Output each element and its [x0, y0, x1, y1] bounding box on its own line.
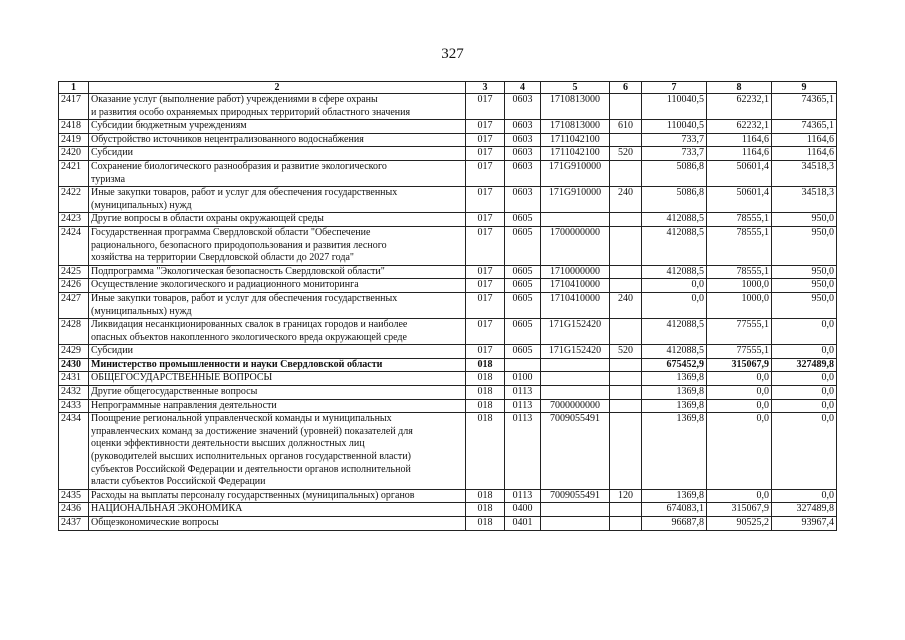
row-number: 2419 [59, 133, 89, 147]
row-name [89, 345, 466, 359]
row-code-5: 7009055491 [541, 489, 610, 503]
row-code-4: 0603 [505, 160, 541, 186]
row-number: 2428 [59, 319, 89, 345]
row-code-6 [610, 386, 642, 400]
row-code-3: 018 [466, 399, 505, 413]
row-code-5: 171G910000 [541, 187, 610, 213]
row-name-line: хозяйства на территории Свердловской области до 2027 года" [91, 252, 354, 264]
table-row [59, 226, 837, 265]
row-number: 2436 [59, 503, 89, 517]
row-code-4: 0603 [505, 147, 541, 161]
row-name-line: власти субъектов Российской Федерации [91, 476, 266, 488]
row-name [89, 399, 466, 413]
row-value-7: 674083,1 [642, 503, 707, 517]
row-code-3: 017 [466, 226, 505, 265]
row-name-line: (муниципальных) нужд [91, 305, 192, 317]
row-value-8: 0,0 [707, 399, 772, 413]
row-value-7: 412088,5 [642, 265, 707, 279]
row-code-5: 1700000000 [541, 226, 610, 265]
row-number: 2418 [59, 120, 89, 134]
row-code-4 [505, 358, 541, 372]
header-cell: 6 [610, 82, 642, 94]
row-code-5: 7009055491 [541, 413, 610, 490]
row-code-4: 0605 [505, 213, 541, 227]
row-name-line: Государственная программа Свердловской области "Обеспечение [91, 226, 371, 238]
row-value-9: 0,0 [772, 489, 837, 503]
header-cell: 4 [505, 82, 541, 94]
row-number: 2432 [59, 386, 89, 400]
row-code-6 [610, 319, 642, 345]
row-value-9: 950,0 [772, 265, 837, 279]
row-code-5: 171G152420 [541, 345, 610, 359]
row-name-line: и развития особо охраняемых природных территорий областного значения [91, 106, 411, 118]
row-code-3: 017 [466, 160, 505, 186]
row-value-8: 78555,1 [707, 213, 772, 227]
row-value-8: 1164,6 [707, 133, 772, 147]
row-name-line: Субсидии [91, 147, 133, 159]
row-code-4: 0605 [505, 279, 541, 293]
row-name-line: НАЦИОНАЛЬНАЯ ЭКОНОМИКА [91, 503, 243, 515]
row-value-8: 90525,2 [707, 517, 772, 531]
table-row [59, 213, 837, 227]
row-code-6 [610, 94, 642, 120]
table-row [59, 517, 837, 531]
table-row [59, 147, 837, 161]
table-row [59, 160, 837, 186]
row-number: 2424 [59, 226, 89, 265]
row-value-9: 950,0 [772, 226, 837, 265]
row-code-3: 017 [466, 319, 505, 345]
table-row [59, 187, 837, 213]
row-value-9: 0,0 [772, 345, 837, 359]
row-value-7: 675452,9 [642, 358, 707, 372]
row-value-7: 733,7 [642, 133, 707, 147]
row-name-line: Другие общегосударственные вопросы [91, 386, 258, 398]
row-value-8: 315067,9 [707, 503, 772, 517]
header-cell: 3 [466, 82, 505, 94]
row-name [89, 358, 466, 372]
row-code-5 [541, 517, 610, 531]
row-name [89, 279, 466, 293]
row-code-4: 0603 [505, 187, 541, 213]
header-cell: 5 [541, 82, 610, 94]
row-code-3: 018 [466, 413, 505, 490]
row-value-7: 110040,5 [642, 94, 707, 120]
row-code-3: 018 [466, 372, 505, 386]
row-code-3: 017 [466, 147, 505, 161]
row-name-line: туризма [91, 173, 126, 185]
budget-table [58, 81, 837, 531]
table-row [59, 489, 837, 503]
row-name-line: ОБЩЕГОСУДАРСТВЕННЫЕ ВОПРОСЫ [91, 372, 273, 384]
row-code-4: 0605 [505, 319, 541, 345]
row-name-line: субъектов Российской Федерации и деятельности органов исполнительной [91, 463, 411, 475]
table-row [59, 292, 837, 318]
row-code-4: 0603 [505, 94, 541, 120]
row-value-7: 5086,8 [642, 160, 707, 186]
row-value-9: 327489,8 [772, 358, 837, 372]
row-code-5 [541, 213, 610, 227]
table-row [59, 386, 837, 400]
table-row [59, 94, 837, 120]
row-code-6 [610, 358, 642, 372]
row-name-line: Субсидии бюджетным учреждениям [91, 120, 247, 132]
row-name-line: Министерство промышленности и науки Свердловской области [91, 358, 383, 370]
row-name-line: Иные закупки товаров, работ и услуг для обеспечения государственных [91, 292, 398, 304]
row-number: 2434 [59, 413, 89, 490]
row-value-7: 1369,8 [642, 372, 707, 386]
row-code-6 [610, 503, 642, 517]
row-name [89, 517, 466, 531]
table-row [59, 265, 837, 279]
row-code-3: 018 [466, 358, 505, 372]
row-value-7: 1369,8 [642, 413, 707, 490]
row-code-5 [541, 358, 610, 372]
row-number: 2425 [59, 265, 89, 279]
row-code-6 [610, 213, 642, 227]
row-name [89, 265, 466, 279]
row-code-6: 240 [610, 292, 642, 318]
row-code-4: 0100 [505, 372, 541, 386]
row-value-9: 0,0 [772, 413, 837, 490]
row-value-8: 78555,1 [707, 226, 772, 265]
row-value-8: 0,0 [707, 489, 772, 503]
row-name-line: Оказание услуг (выполнение работ) учреждениями в сфере охраны [91, 94, 378, 105]
row-name-line: оценки эффективности деятельности высших должностных лиц [91, 438, 365, 450]
row-value-7: 412088,5 [642, 345, 707, 359]
row-number: 2435 [59, 489, 89, 503]
row-value-9: 74365,1 [772, 94, 837, 120]
row-code-3: 017 [466, 213, 505, 227]
row-code-3: 017 [466, 279, 505, 293]
row-code-5: 1711042100 [541, 133, 610, 147]
row-name-line: Подпрограмма "Экологическая безопасность Свердловской области" [91, 265, 385, 277]
row-name-line: управленческих команд за достижение значений (уровней) показателей для [91, 425, 413, 437]
row-code-5: 1710813000 [541, 94, 610, 120]
row-code-6: 520 [610, 345, 642, 359]
row-number: 2417 [59, 94, 89, 120]
row-value-9: 950,0 [772, 292, 837, 318]
row-name [89, 292, 466, 318]
row-name-line: Сохранение биологического разнообразия и развитие экологического [91, 160, 387, 172]
row-value-9: 34518,3 [772, 187, 837, 213]
row-name [89, 413, 466, 490]
row-value-9: 0,0 [772, 386, 837, 400]
row-value-8: 78555,1 [707, 265, 772, 279]
row-number: 2420 [59, 147, 89, 161]
row-name [89, 133, 466, 147]
row-code-6 [610, 413, 642, 490]
row-name [89, 94, 466, 120]
row-value-9: 327489,8 [772, 503, 837, 517]
row-value-8: 0,0 [707, 372, 772, 386]
row-code-4: 0603 [505, 120, 541, 134]
row-value-8: 0,0 [707, 386, 772, 400]
row-value-8: 77555,1 [707, 345, 772, 359]
row-value-8: 62232,1 [707, 94, 772, 120]
row-code-5: 1710410000 [541, 292, 610, 318]
row-value-7: 1369,8 [642, 386, 707, 400]
row-number: 2427 [59, 292, 89, 318]
row-value-7: 1369,8 [642, 489, 707, 503]
row-value-7: 412088,5 [642, 226, 707, 265]
table-row [59, 358, 837, 372]
row-number: 2433 [59, 399, 89, 413]
row-value-9: 1164,6 [772, 147, 837, 161]
row-name-line: рационального, безопасного природопользования и развития лесного [91, 239, 387, 251]
row-code-4: 0401 [505, 517, 541, 531]
row-code-4: 0113 [505, 399, 541, 413]
row-value-8: 1000,0 [707, 279, 772, 293]
row-value-9: 0,0 [772, 319, 837, 345]
row-name [89, 386, 466, 400]
row-code-3: 017 [466, 265, 505, 279]
row-code-4: 0605 [505, 265, 541, 279]
row-code-6: 520 [610, 147, 642, 161]
row-value-8: 77555,1 [707, 319, 772, 345]
row-code-6 [610, 399, 642, 413]
row-code-3: 017 [466, 345, 505, 359]
row-value-8: 0,0 [707, 413, 772, 490]
row-name-line: Иные закупки товаров, работ и услуг для обеспечения государственных [91, 187, 398, 199]
table-row [59, 503, 837, 517]
row-code-6: 120 [610, 489, 642, 503]
row-code-6 [610, 133, 642, 147]
header-row [59, 82, 837, 94]
row-value-7: 5086,8 [642, 187, 707, 213]
table-row [59, 372, 837, 386]
row-name-line: Осуществление экологического и радиационного мониторинга [91, 279, 359, 291]
row-code-3: 018 [466, 503, 505, 517]
row-code-5 [541, 503, 610, 517]
table-row [59, 399, 837, 413]
table-row [59, 413, 837, 490]
row-code-3: 017 [466, 120, 505, 134]
row-value-8: 50601,4 [707, 160, 772, 186]
row-name-line: (муниципальных) нужд [91, 199, 192, 211]
row-number: 2437 [59, 517, 89, 531]
row-name [89, 503, 466, 517]
row-name-line: опасных объектов накопленного экологического вреда окружающей среде [91, 331, 407, 343]
row-code-5: 1710410000 [541, 279, 610, 293]
header-cell: 2 [89, 82, 466, 94]
row-code-6 [610, 372, 642, 386]
row-value-9: 950,0 [772, 279, 837, 293]
row-code-4: 0605 [505, 345, 541, 359]
row-code-3: 017 [466, 187, 505, 213]
table-row [59, 120, 837, 134]
row-code-4: 0605 [505, 226, 541, 265]
row-number: 2429 [59, 345, 89, 359]
row-value-8: 1164,6 [707, 147, 772, 161]
row-code-5 [541, 372, 610, 386]
table-row [59, 279, 837, 293]
table-row [59, 133, 837, 147]
header-cell: 8 [707, 82, 772, 94]
row-code-4: 0113 [505, 489, 541, 503]
row-code-3: 018 [466, 517, 505, 531]
row-code-3: 017 [466, 94, 505, 120]
row-code-5: 1710813000 [541, 120, 610, 134]
header-cell: 1 [59, 82, 89, 94]
row-value-7: 1369,8 [642, 399, 707, 413]
row-code-4: 0400 [505, 503, 541, 517]
row-code-4: 0113 [505, 386, 541, 400]
row-name-line: Расходы на выплаты персоналу государственных (муниципальных) органов [91, 489, 415, 501]
row-number: 2422 [59, 187, 89, 213]
row-name-line: Субсидии [91, 345, 133, 357]
row-value-9: 0,0 [772, 372, 837, 386]
row-code-5 [541, 386, 610, 400]
row-number: 2423 [59, 213, 89, 227]
table-body [59, 94, 837, 531]
row-name-line: Ликвидация несанкционированных свалок в границах городов и наиболее [91, 319, 408, 331]
row-value-9: 1164,6 [772, 133, 837, 147]
row-value-8: 50601,4 [707, 187, 772, 213]
table-row [59, 319, 837, 345]
row-code-6 [610, 517, 642, 531]
row-code-6 [610, 226, 642, 265]
row-value-9: 93967,4 [772, 517, 837, 531]
row-name [89, 187, 466, 213]
row-code-6 [610, 265, 642, 279]
row-value-7: 0,0 [642, 279, 707, 293]
row-code-4: 0603 [505, 133, 541, 147]
row-code-3: 017 [466, 292, 505, 318]
row-code-4: 0113 [505, 413, 541, 490]
row-value-7: 0,0 [642, 292, 707, 318]
row-code-5: 171G152420 [541, 319, 610, 345]
row-name [89, 160, 466, 186]
row-code-5: 1711042100 [541, 147, 610, 161]
row-code-6 [610, 160, 642, 186]
row-value-7: 412088,5 [642, 213, 707, 227]
row-value-7: 733,7 [642, 147, 707, 161]
row-code-6 [610, 279, 642, 293]
row-code-6: 240 [610, 187, 642, 213]
row-name-line: Обустройство источников нецентрализованного водоснабжения [91, 133, 364, 145]
row-code-5: 7000000000 [541, 399, 610, 413]
row-value-9: 34518,3 [772, 160, 837, 186]
row-name [89, 213, 466, 227]
row-name [89, 319, 466, 345]
row-name-line: Поощрение региональной управленческой команды и муниципальных [91, 413, 392, 425]
row-number: 2421 [59, 160, 89, 186]
row-value-9: 0,0 [772, 399, 837, 413]
row-value-7: 412088,5 [642, 319, 707, 345]
row-code-4: 0605 [505, 292, 541, 318]
row-value-8: 1000,0 [707, 292, 772, 318]
row-name-line: (руководителей высших исполнительных органов государственной власти) [91, 451, 411, 463]
row-value-8: 315067,9 [707, 358, 772, 372]
row-number: 2430 [59, 358, 89, 372]
row-value-7: 96687,8 [642, 517, 707, 531]
row-name [89, 226, 466, 265]
row-code-6: 610 [610, 120, 642, 134]
row-code-3: 018 [466, 386, 505, 400]
row-name [89, 120, 466, 134]
table-row [59, 345, 837, 359]
header-cell: 9 [772, 82, 837, 94]
header-cell: 7 [642, 82, 707, 94]
row-name-line: Общеэкономические вопросы [91, 517, 219, 528]
row-name-line: Непрограммные направления деятельности [91, 399, 277, 411]
page-number: 327 [441, 46, 464, 62]
row-value-9: 74365,1 [772, 120, 837, 134]
row-value-7: 110040,5 [642, 120, 707, 134]
row-number: 2426 [59, 279, 89, 293]
row-name [89, 147, 466, 161]
row-code-5: 171G910000 [541, 160, 610, 186]
row-number: 2431 [59, 372, 89, 386]
row-value-9: 950,0 [772, 213, 837, 227]
row-code-3: 017 [466, 133, 505, 147]
row-name [89, 372, 466, 386]
row-code-3: 018 [466, 489, 505, 503]
row-name [89, 489, 466, 503]
row-value-8: 62232,1 [707, 120, 772, 134]
row-name-line: Другие вопросы в области охраны окружающей среды [91, 213, 324, 225]
row-code-5: 1710000000 [541, 265, 610, 279]
